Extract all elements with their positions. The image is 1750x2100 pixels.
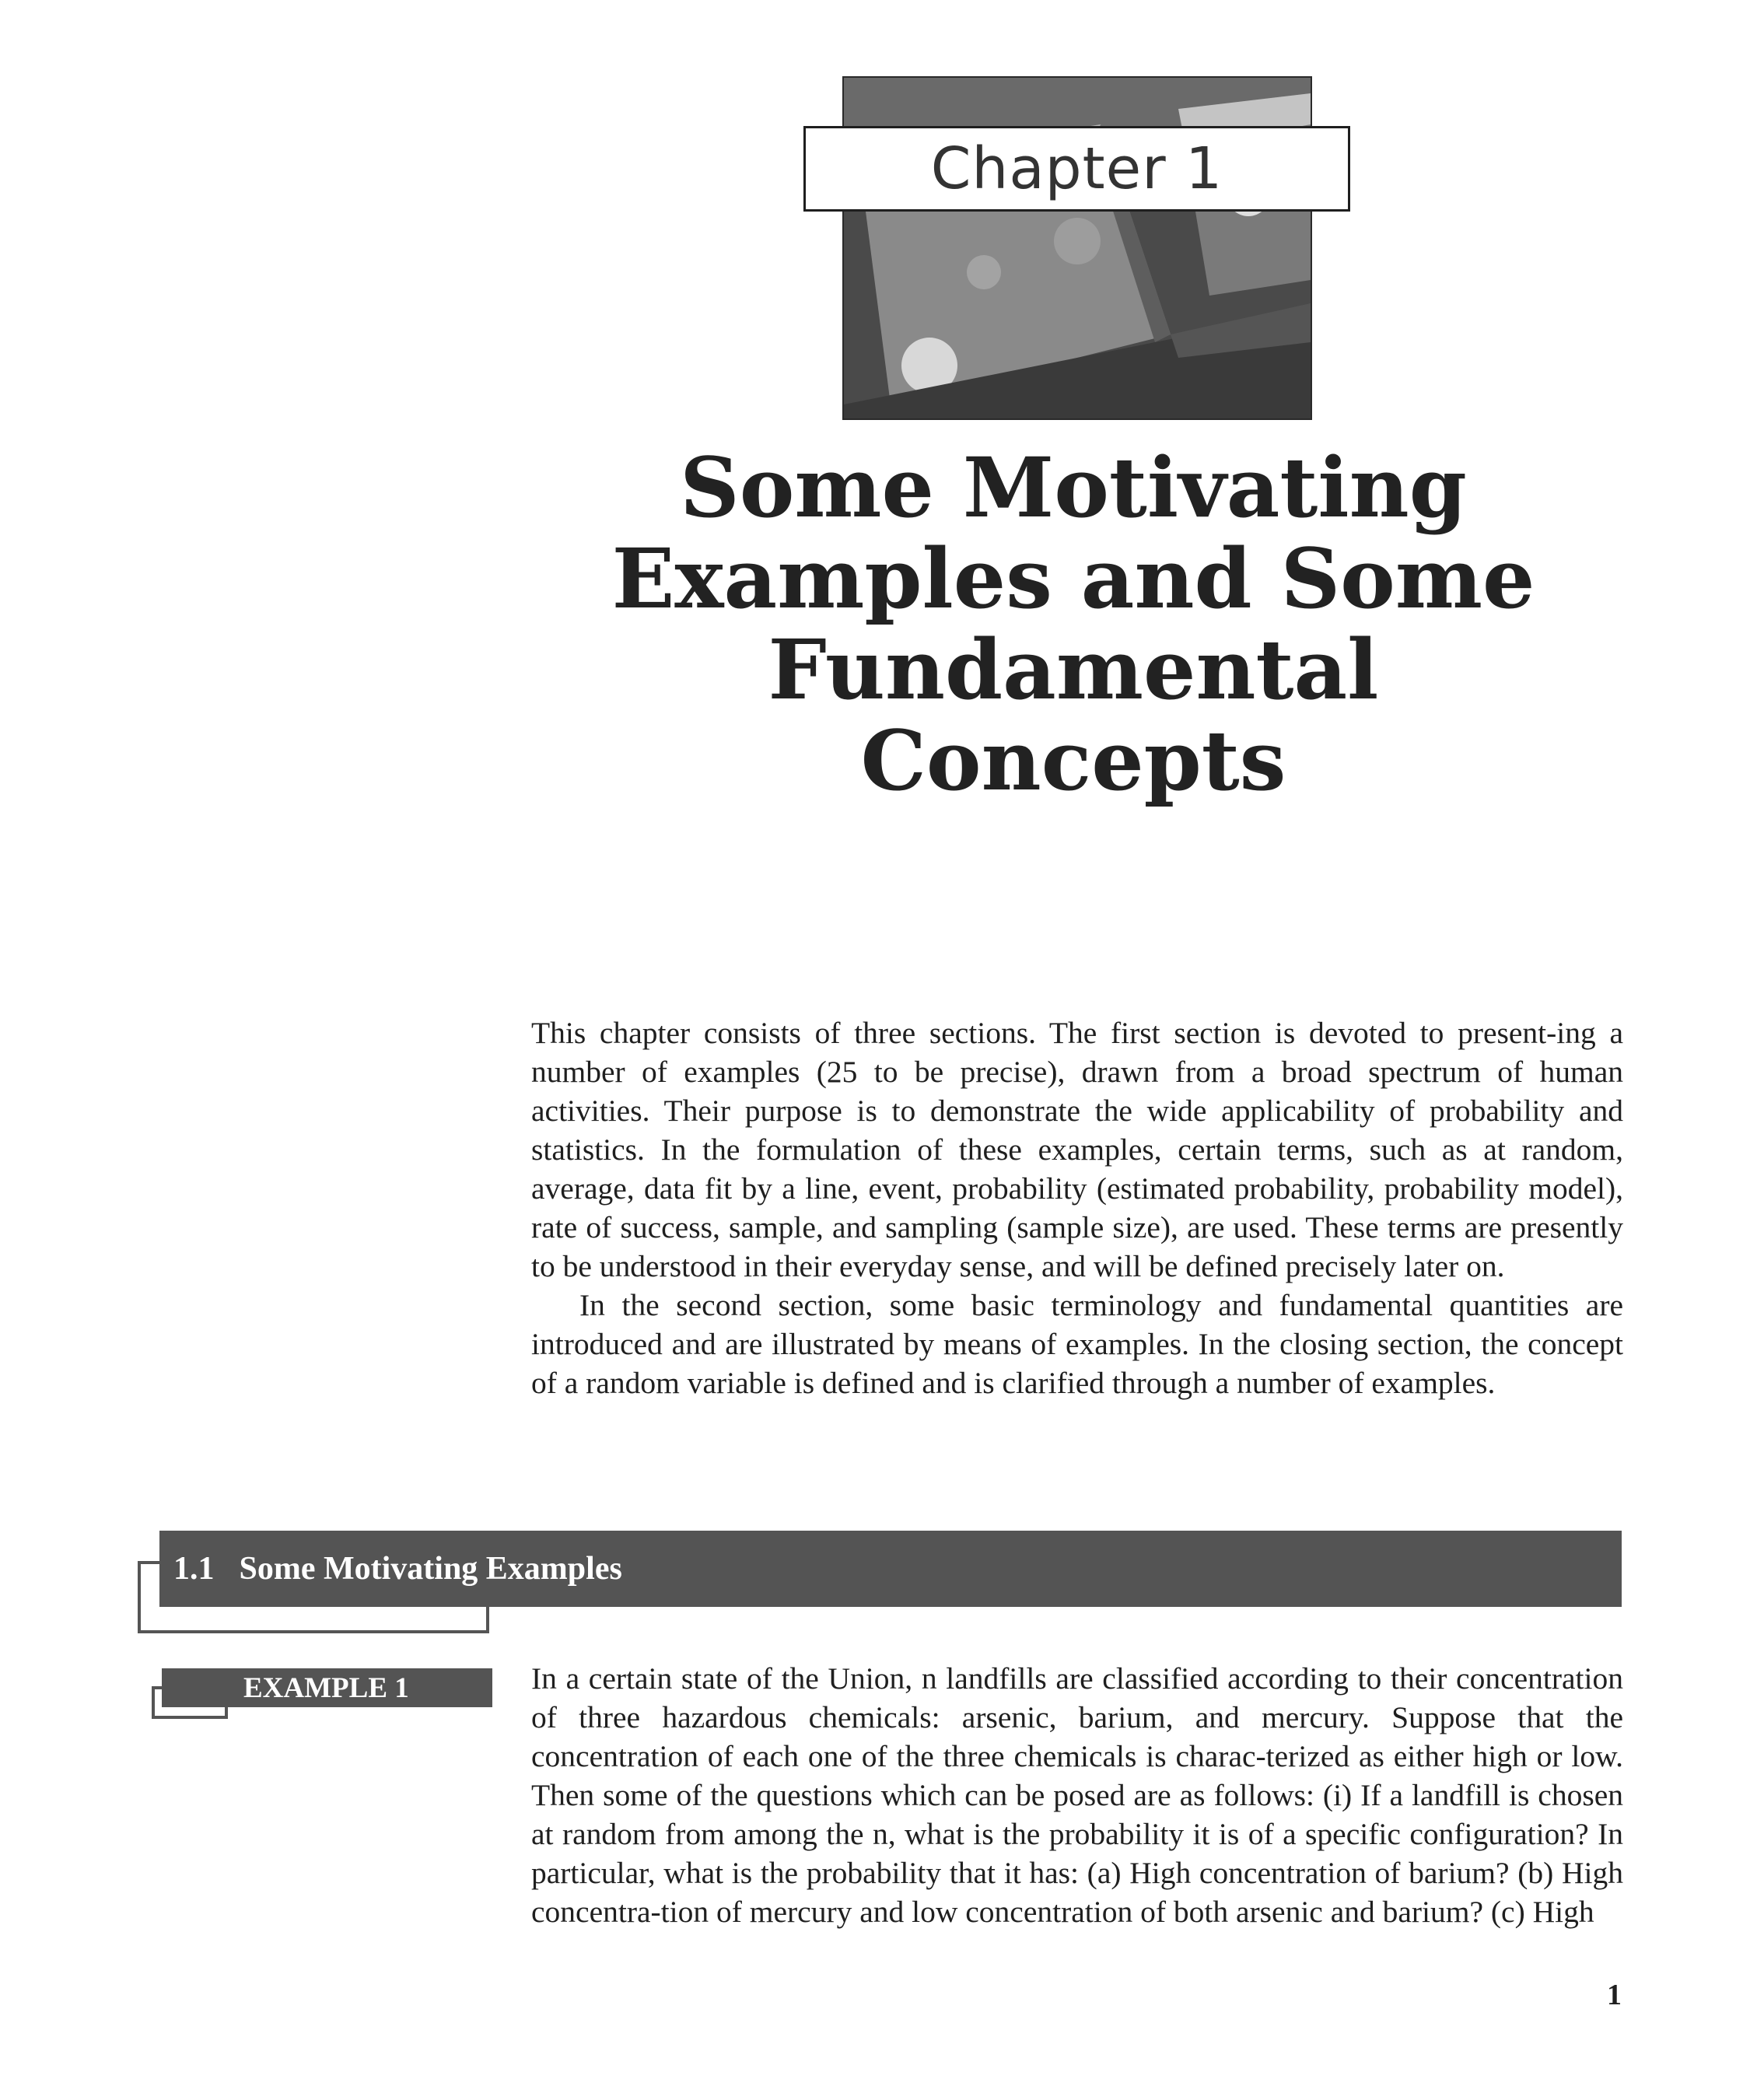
section-heading: [159, 1531, 1622, 1607]
chapter-title-line: Some Motivating: [680, 439, 1467, 536]
example-paragraph: In a certain state of the Union, n landfills are classified according to their concentration of three hazardous chemicals: arsenic, barium, and mercury. Suppose that the concentration of each one of the three chemicals is charac-terized as either high or low. Then some of the questions which can be posed are as follows: (i) If a landfill is chosen at random from among the n, what is the probability it is of a specific configuration? In particular, what is the probability that it has: (a) High concentration of barium? (b) High concentra-tion of mercury and low concentration of both arsenic and barium? (c) High: [531, 1661, 1623, 1929]
example-label: EXAMPLE 1: [162, 1668, 492, 1707]
example-body: [531, 1659, 1623, 1931]
section-title: Some Motivating Examples: [239, 1551, 622, 1587]
chapter-title: [607, 439, 1540, 809]
chapter-title-line: Concepts: [860, 712, 1286, 809]
chapter-label: Chapter 1: [803, 126, 1350, 212]
chapter-title-line: Fundamental: [768, 621, 1379, 718]
intro-paragraph: In the second section, some basic terminology and fundamental quantities are introduced and are illustrated by means of examples. In the closing section, the concept of a random variable is defined and is clarified through a number of examples.: [531, 1288, 1623, 1400]
intro-paragraph: This chapter consists of three sections. The first section is devoted to present-ing a number of examples (25 to be precise), drawn from a broad spectrum of human activities. Their purpose is to demonstrate the wide applicability of probability and statistics. In the formulation of these examples, certain terms, such as at random, average, data fit by a line, event, probability (estimated probability, probability model), rate of success, sample, and sampling (sample size), are used. These terms are presently to be understood in their everyday sense, and will be defined precisely later on.: [531, 1016, 1623, 1283]
chapter-title-line: Examples and Some: [611, 530, 1535, 627]
chapter-introduction: [531, 1013, 1623, 1402]
page-number: 1: [1607, 1979, 1622, 2011]
section-number: 1.1: [173, 1551, 215, 1587]
